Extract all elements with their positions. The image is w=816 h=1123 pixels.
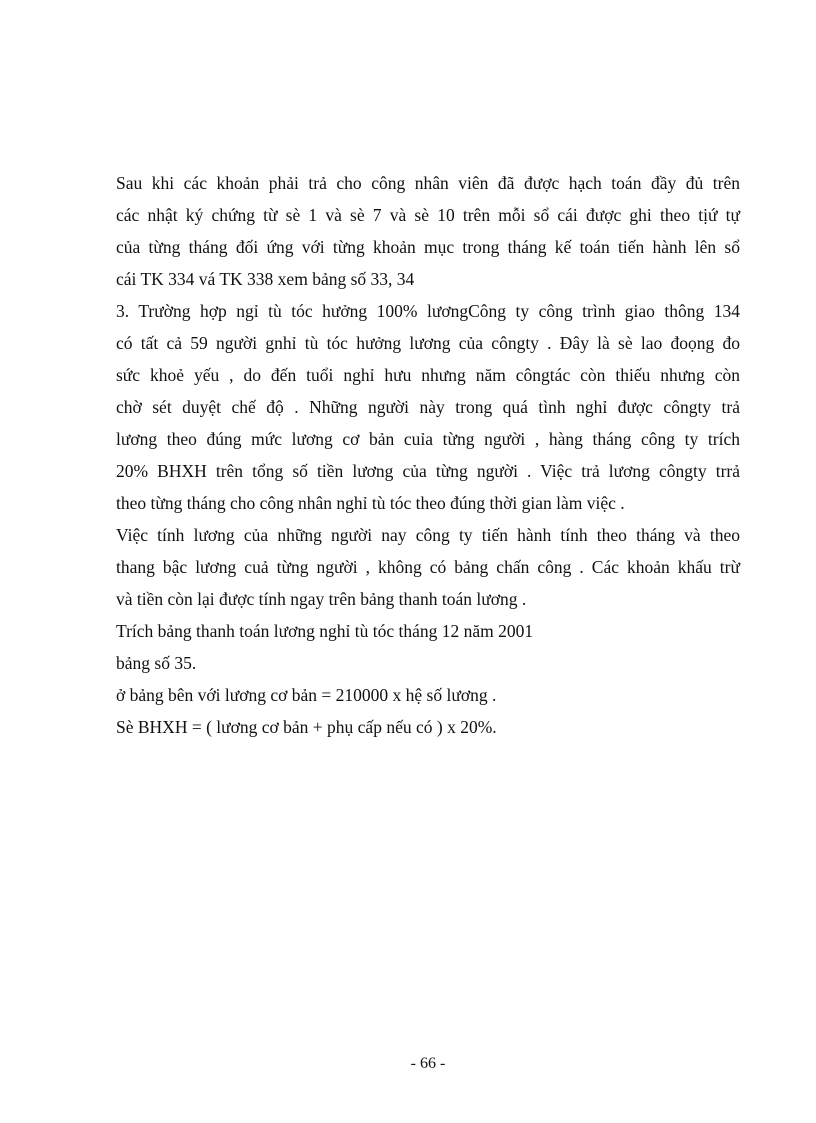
text-line: chờ sét duyệt chế độ . Những người này trong quá tình nghỉ được côngty trả [116,397,740,417]
text-line: Sau khi các khoản phải trả cho công nhân viên đã được hạch toán đầy đủ trên [116,173,740,193]
text-line: lương theo đúng mức lương cơ bản cuỉa từng người , hàng tháng công ty trích [116,429,740,449]
text-line: Trích bảng thanh toán lương nghỉ tù tóc tháng 12 năm 2001 [116,621,534,641]
text-line: có tất cả 59 người gnhỉ tù tóc hưởng lương của côngty . Đây là sè lao đoọng đo [116,333,740,353]
text-line: ở bảng bên với lương cơ bản = 210000 x hệ số lương . [116,685,497,705]
text-line: Việc tính lương của những người nay công ty tiến hành tính theo tháng và theo [116,525,740,545]
text-line: và tiền còn lại được tính ngay trên bảng thanh toán lương . [116,589,527,609]
body-text [116,167,740,743]
text-line: theo từng tháng cho công nhân nghỉ tù tóc theo đúng thời gian làm việc . [116,493,625,513]
text-line: bảng số 35. [116,653,197,673]
text-line: Sè BHXH = ( lương cơ bản + phụ cấp nếu có ) x 20%. [116,717,497,737]
text-line: 3. Trường hợp ngỉ tù tóc hưởng 100% lươngCông ty công trình giao thông 134 [116,301,740,321]
text-line: cái TK 334 vá TK 338 xem bảng số 33, 34 [116,269,415,289]
text-line: các nhật ký chứng từ sè 1 và sè 7 và sè 10 trên mỗi sổ cái được ghi theo tịứ tự [116,205,740,225]
text-line: 20% BHXH trên tổng số tiền lương của từng người . Việc trả lương côngty trrả [116,461,740,481]
page-number: - 66 - [410,1055,446,1072]
text-line: của từng tháng đối ứng với từng khoản mục trong tháng kế toán tiến hành lên sổ [116,237,740,257]
text-line: thang bậc lương cuả từng người , không có bảng chấn công . Các khoản khấu trừ [116,557,740,577]
text-line: sức khoẻ yếu , do đến tuổi nghỉ hưu nhưng năm côngtác còn thiếu nhưng còn [116,365,740,385]
